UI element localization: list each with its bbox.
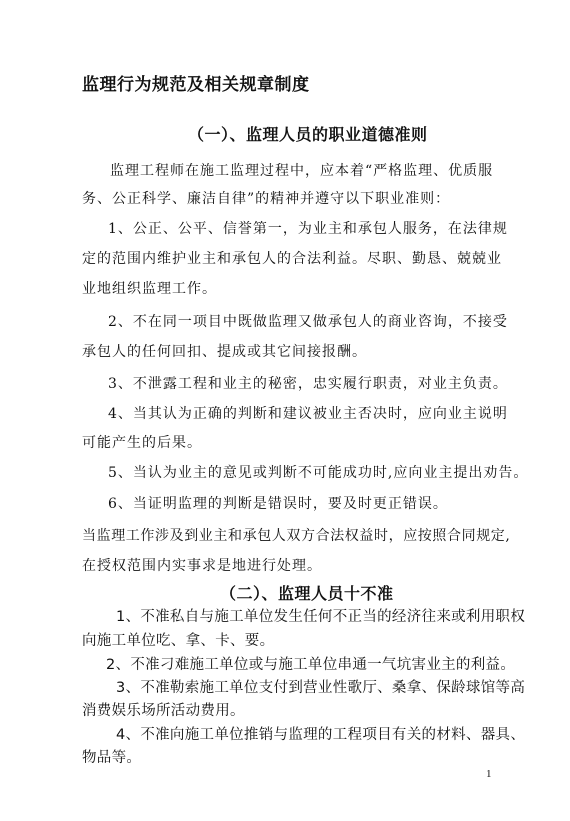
section2-item4-line-2: 物品等。 <box>82 750 142 766</box>
section1-intro-line-1: 监理工程师在施工监理过程中，应本着“严格监理、优质服 <box>110 163 494 179</box>
section2-item2: 2、不准刁难施工单位或与施工单位串通一气坑害业主的利益。 <box>106 657 516 673</box>
document-title: 监理行为规范及相关规章制度 <box>82 75 310 95</box>
section1-closing-line-1: 当监理工作涉及到业主和承包人双方合法权益时，应按照合同规定, <box>82 528 511 544</box>
section2-heading: （二）、监理人员十不准 <box>220 584 394 603</box>
section1-item1-line-3: 业地组织监理工作。 <box>82 281 217 297</box>
section1-item2-line-2: 承包人的任何回扣、提成或其它间接报酬。 <box>82 344 367 360</box>
section1-item3: 3、不泄露工程和业主的秘密，忠实履行职责，对业主负责。 <box>108 376 508 392</box>
section2-item1-line-2: 向施工单位吃、拿、卡、要。 <box>82 633 275 649</box>
section1-closing-line-2: 在授权范围内实事求是地进行处理。 <box>82 558 322 574</box>
section1-item4-line-2: 可能产生的后果。 <box>82 435 202 451</box>
section2-item3-line-1: 3、不准勒索施工单位支付到营业性歌厅、桑拿、保龄球馆等高 <box>116 680 526 696</box>
section1-item6: 6、当证明监理的判断是错误时，要及时更正错误。 <box>108 496 448 512</box>
section2-item4-line-1: 4、不准向施工单位推销与监理的工程项目有关的材料、器具、 <box>116 727 526 743</box>
section1-item1-line-2: 定的范围内维护业主和承包人的合法利益。尽职、勤恳、兢兢业 <box>82 251 502 267</box>
section1-item5: 5、当认为业主的意见或判断不可能成功时,应向业主提出劝告。 <box>108 465 529 481</box>
section1-item4-line-1: 4、当其认为正确的判断和建议被业主否决时，应向业主说明 <box>108 406 508 422</box>
section1-item2-line-1: 2、不在同一项目中既做监理又做承包人的商业咨询，不接受 <box>108 314 508 330</box>
section2-item3-line-2: 消费娱乐场所活动费用。 <box>82 703 245 719</box>
section1-intro-line-2: 务、公正科学、廉洁自律”的精神并遵守以下职业准则： <box>82 191 451 207</box>
section2-item1-line-1: 1、不准私自与施工单位发生任何不正当的经济往来或利用职权 <box>116 609 526 625</box>
page-number: 1 <box>486 768 492 780</box>
section1-item1-line-1: 1、公正、公平、信誉第一，为业主和承包人服务，在法律规 <box>108 221 508 237</box>
section1-heading: （一）、监理人员的职业道德准则 <box>188 125 428 144</box>
